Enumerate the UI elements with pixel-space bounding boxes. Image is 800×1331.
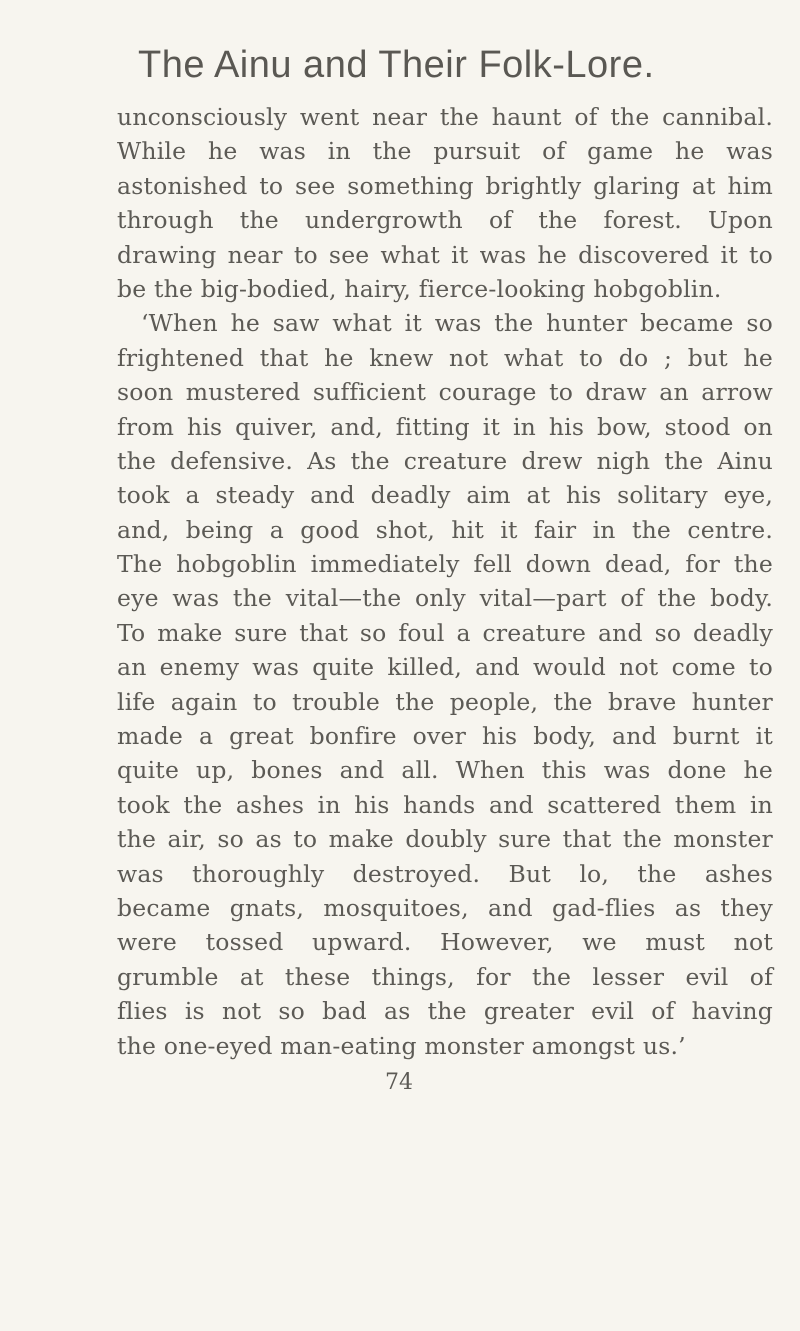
text-line: flies is not so bad as the greater evil of having	[117, 997, 773, 1026]
text-line: soon mustered sufficient courage to draw an arrow	[117, 378, 773, 407]
running-head: The Ainu and Their Folk-Lore.	[138, 44, 655, 86]
text-line: took a steady and deadly aim at his solitary eye,	[117, 481, 773, 510]
text-line: eye was the vital—the only vital—part of the body.	[117, 584, 773, 613]
text-line: be the big-bodied, hairy, fierce-looking hobgoblin.	[117, 274, 722, 303]
text-line: the air, so as to make doubly sure that the monster	[117, 825, 773, 854]
text-line: drawing near to see what it was he discovered it to	[117, 240, 773, 269]
text-line: took the ashes in his hands and scattered them in	[117, 790, 773, 819]
page-number: 74	[385, 1070, 413, 1095]
text-line: the defensive. As the creature drew nigh the Ainu	[117, 446, 773, 475]
text-line: unconsciously went near the haunt of the cannibal.	[117, 103, 773, 131]
text-line: quite up, bones and all. When this was done he	[117, 756, 773, 785]
text-line: life again to trouble the people, the brave hunter	[117, 687, 773, 716]
text-line: an enemy was quite killed, and would not come to	[117, 653, 773, 682]
text-line: frightened that he knew not what to do ; but he	[117, 343, 773, 372]
text-line: grumble at these things, for the lesser evil of	[117, 962, 773, 991]
text-line: and, being a good shot, hit it fair in the centre.	[117, 515, 773, 544]
text-line: made a great bonfire over his body, and burnt it	[117, 722, 773, 751]
text-line: became gnats, mosquitoes, and gad-flies as they	[117, 893, 773, 922]
text-line: was thoroughly destroyed. But lo, the ashes	[117, 859, 773, 888]
text-line: astonished to see something brightly glaring at him	[117, 171, 773, 200]
text-line: The hobgoblin immediately fell down dead, for the	[117, 550, 773, 579]
text-line: While he was in the pursuit of game he was	[117, 137, 773, 166]
text-line: ‘When he saw what it was the hunter became so	[141, 309, 773, 338]
text-line: To make sure that so foul a creature and so deadly	[117, 618, 773, 647]
text-line: from his quiver, and, fitting it in his bow, stood on	[117, 412, 773, 441]
text-line: were tossed upward. However, we must not	[117, 928, 773, 957]
text-line: through the undergrowth of the forest. Upon	[117, 206, 773, 235]
body-text	[117, 100, 773, 1063]
text-line: the one-eyed man-eating monster amongst us.’	[117, 1031, 686, 1060]
